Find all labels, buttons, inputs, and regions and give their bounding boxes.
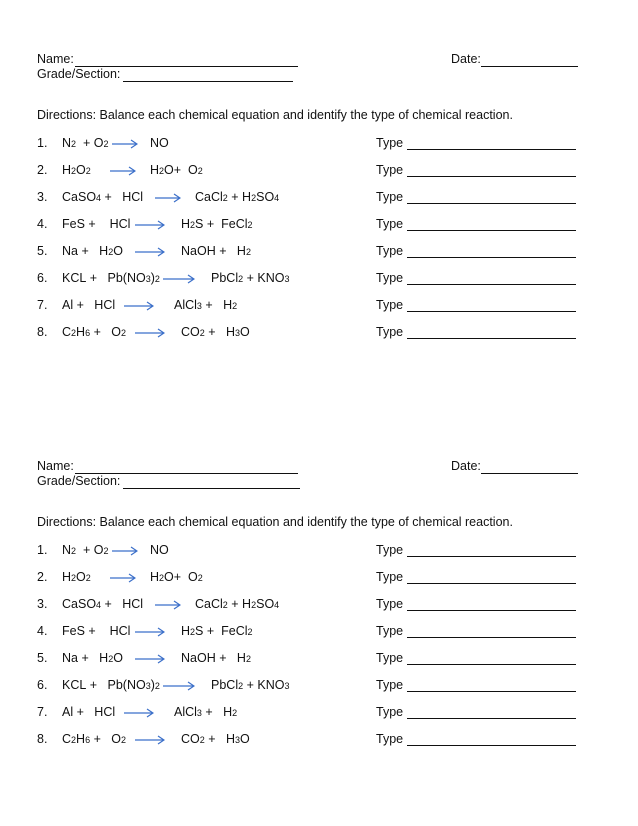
- grade-section-field[interactable]: [123, 81, 293, 82]
- equation-number: 8.: [37, 325, 48, 339]
- worksheet-bottom: [0, 407, 638, 820]
- equation-number: 4.: [37, 217, 48, 231]
- type-label: Type: [376, 732, 404, 746]
- type-answer-field[interactable]: [407, 745, 576, 746]
- grade-section-label: Grade/Section:: [37, 67, 121, 81]
- equation-number: 2.: [37, 570, 48, 584]
- type-answer-field[interactable]: [407, 176, 576, 177]
- type-label: Type: [376, 678, 404, 692]
- equation-number: 2.: [37, 163, 48, 177]
- type-label: Type: [376, 325, 404, 339]
- date-field[interactable]: [481, 473, 578, 474]
- grade-section-field[interactable]: [123, 488, 300, 489]
- equation-reactants: CaSO4 + HCl: [62, 190, 144, 204]
- type-answer-field[interactable]: [407, 691, 576, 692]
- type-label: Type: [376, 543, 404, 557]
- type-label: Type: [376, 163, 404, 177]
- type-label: Type: [376, 136, 404, 150]
- type-label: Type: [376, 570, 404, 584]
- reaction-arrow-icon: [155, 193, 181, 203]
- equation-reactants: C2H6 + O2: [62, 325, 127, 339]
- type-label: Type: [376, 624, 404, 638]
- equation-reactants: Al + HCl: [62, 705, 116, 719]
- equation-products: NaOH + H2: [181, 244, 251, 258]
- directions-text: Directions: Balance each chemical equation and identify the type of chemical reaction.: [37, 108, 513, 122]
- equation-products: NO: [150, 543, 169, 557]
- name-label: Name:: [37, 52, 74, 66]
- equation-reactants: CaSO4 + HCl: [62, 597, 144, 611]
- type-answer-field[interactable]: [407, 556, 576, 557]
- equation-reactants: N2 + O2: [62, 136, 109, 150]
- equation-number: 6.: [37, 271, 48, 285]
- equation-products: H2S + FeCl2: [181, 624, 253, 638]
- equation-reactants: H2O2: [62, 570, 91, 584]
- reaction-arrow-icon: [124, 301, 154, 311]
- equation-reactants: FeS + HCl: [62, 217, 131, 231]
- reaction-arrow-icon: [135, 247, 165, 257]
- equation-number: 5.: [37, 244, 48, 258]
- equation-products: NO: [150, 136, 169, 150]
- equation-number: 3.: [37, 190, 48, 204]
- equation-reactants: N2 + O2: [62, 543, 109, 557]
- grade-section-label: Grade/Section:: [37, 474, 121, 488]
- type-label: Type: [376, 651, 404, 665]
- name-label: Name:: [37, 459, 74, 473]
- equation-reactants: Al + HCl: [62, 298, 116, 312]
- equation-reactants: H2O2: [62, 163, 91, 177]
- type-answer-field[interactable]: [407, 637, 576, 638]
- type-answer-field[interactable]: [407, 664, 576, 665]
- equation-number: 8.: [37, 732, 48, 746]
- type-label: Type: [376, 217, 404, 231]
- directions-text: Directions: Balance each chemical equation and identify the type of chemical reaction.: [37, 515, 513, 529]
- reaction-arrow-icon: [124, 708, 154, 718]
- equation-number: 1.: [37, 136, 48, 150]
- reaction-arrow-icon: [135, 220, 165, 230]
- type-answer-field[interactable]: [407, 610, 576, 611]
- type-label: Type: [376, 298, 404, 312]
- equation-reactants: FeS + HCl: [62, 624, 131, 638]
- reaction-arrow-icon: [163, 274, 195, 284]
- reaction-arrow-icon: [155, 600, 181, 610]
- reaction-arrow-icon: [110, 166, 136, 176]
- type-answer-field[interactable]: [407, 311, 576, 312]
- equation-reactants: KCL + Pb(NO3)2: [62, 271, 160, 285]
- equation-reactants: C2H6 + O2: [62, 732, 127, 746]
- equation-reactants: Na + H2O: [62, 651, 123, 665]
- reaction-arrow-icon: [135, 735, 165, 745]
- equation-number: 6.: [37, 678, 48, 692]
- equation-products: PbCl2 + KNO3: [211, 678, 290, 692]
- type-answer-field[interactable]: [407, 284, 576, 285]
- equation-products: PbCl2 + KNO3: [211, 271, 290, 285]
- type-answer-field[interactable]: [407, 338, 576, 339]
- type-answer-field[interactable]: [407, 257, 576, 258]
- equation-number: 4.: [37, 624, 48, 638]
- reaction-arrow-icon: [112, 546, 138, 556]
- equation-products: NaOH + H2: [181, 651, 251, 665]
- reaction-arrow-icon: [112, 139, 138, 149]
- type-label: Type: [376, 271, 404, 285]
- date-label: Date:: [451, 52, 481, 66]
- type-label: Type: [376, 597, 404, 611]
- equation-number: 5.: [37, 651, 48, 665]
- type-answer-field[interactable]: [407, 718, 576, 719]
- equation-number: 7.: [37, 298, 48, 312]
- equation-products: AlCl3 + H2: [174, 298, 238, 312]
- type-label: Type: [376, 190, 404, 204]
- type-answer-field[interactable]: [407, 230, 576, 231]
- type-label: Type: [376, 705, 404, 719]
- equation-products: H2O+ O2: [150, 570, 203, 584]
- reaction-arrow-icon: [135, 627, 165, 637]
- type-answer-field[interactable]: [407, 583, 576, 584]
- equation-number: 1.: [37, 543, 48, 557]
- equation-products: H2S + FeCl2: [181, 217, 253, 231]
- type-answer-field[interactable]: [407, 149, 576, 150]
- type-answer-field[interactable]: [407, 203, 576, 204]
- equation-reactants: Na + H2O: [62, 244, 123, 258]
- type-label: Type: [376, 244, 404, 258]
- date-label: Date:: [451, 459, 481, 473]
- equation-products: H2O+ O2: [150, 163, 203, 177]
- equation-number: 3.: [37, 597, 48, 611]
- date-field[interactable]: [481, 66, 578, 67]
- equation-products: CaCl2 + H2SO4: [195, 597, 280, 611]
- equation-products: CO2 + H3O: [181, 732, 250, 746]
- reaction-arrow-icon: [163, 681, 195, 691]
- equation-products: CO2 + H3O: [181, 325, 250, 339]
- equation-number: 7.: [37, 705, 48, 719]
- reaction-arrow-icon: [135, 654, 165, 664]
- equation-products: CaCl2 + H2SO4: [195, 190, 280, 204]
- equation-products: AlCl3 + H2: [174, 705, 238, 719]
- reaction-arrow-icon: [110, 573, 136, 583]
- reaction-arrow-icon: [135, 328, 165, 338]
- equation-reactants: KCL + Pb(NO3)2: [62, 678, 160, 692]
